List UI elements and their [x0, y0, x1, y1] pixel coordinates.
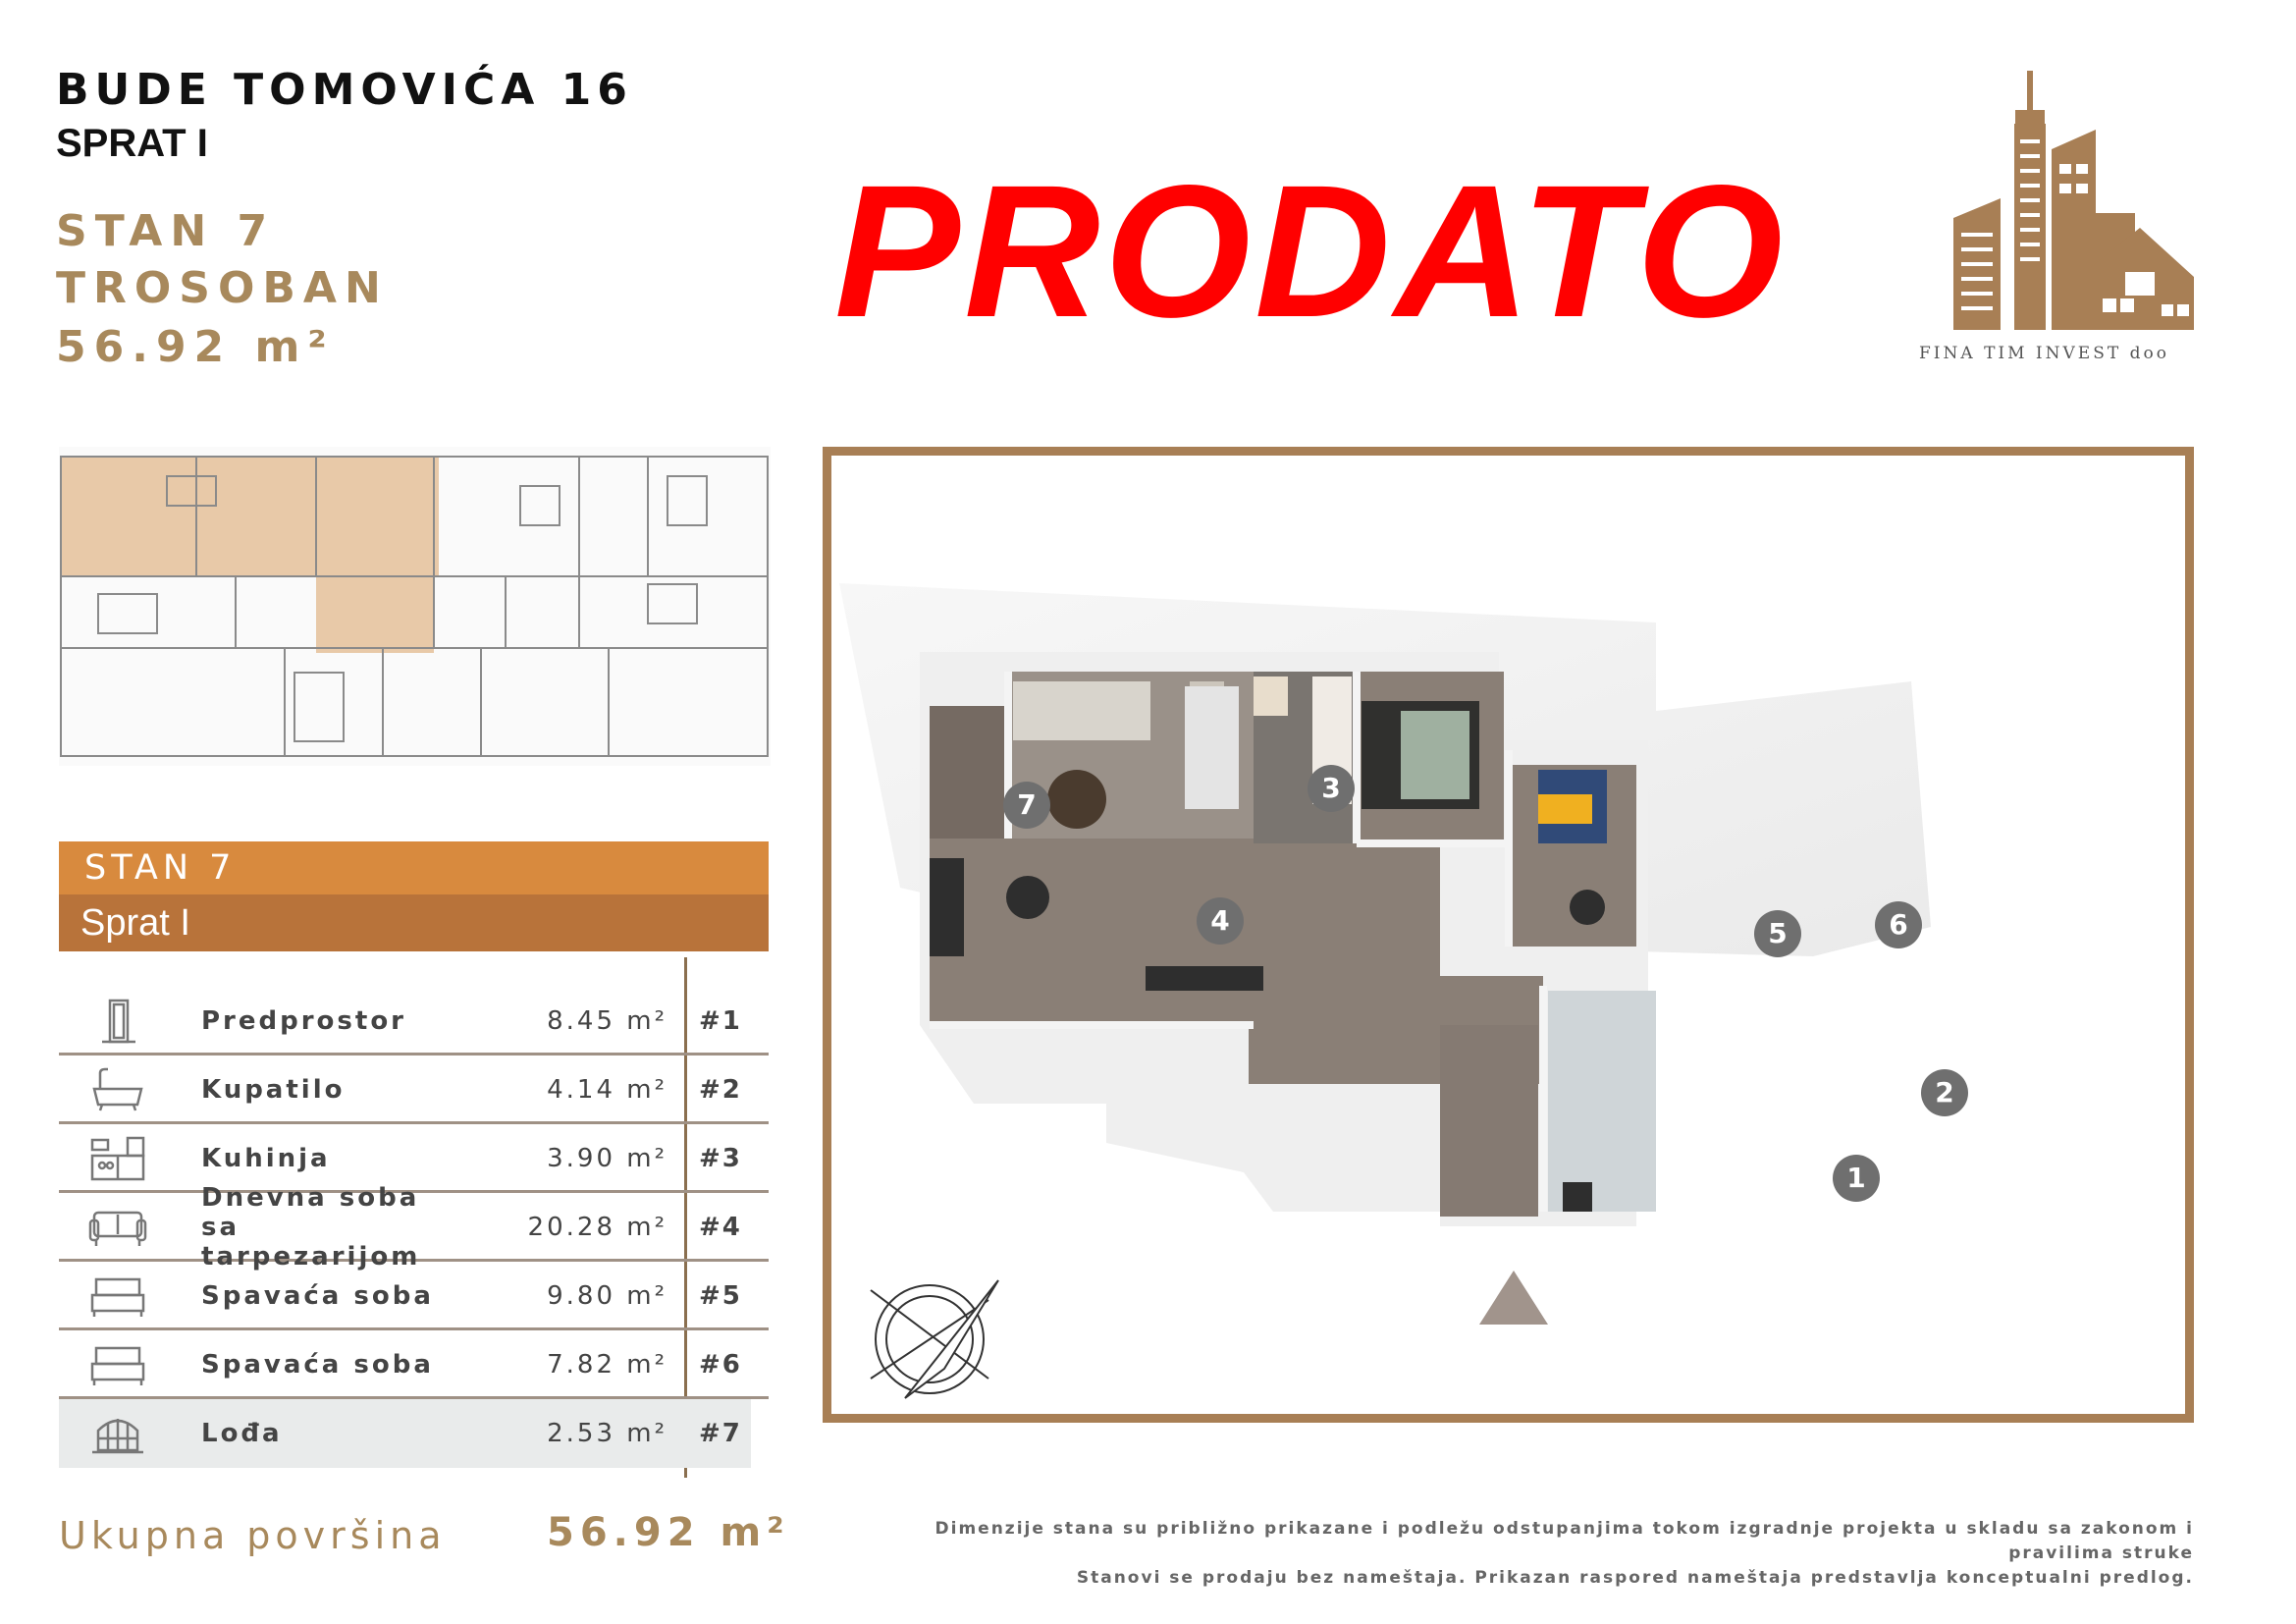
room-badge-1: 1	[1833, 1155, 1880, 1202]
room-badge-3: 3	[1308, 765, 1355, 812]
table-row: Spavaća soba 7.82 m² #6	[59, 1330, 769, 1399]
room-badge-6: 6	[1875, 901, 1922, 948]
table-row: Dnevna soba sa tarpezarijom 20.28 m² #4	[59, 1193, 769, 1262]
table-header-floor: Sprat I	[59, 894, 769, 951]
address-title: BUDE TOMOVIĆA 16	[56, 65, 633, 115]
door-icon	[88, 999, 147, 1044]
total-area-value: 56.92 m²	[547, 1510, 790, 1555]
bathtub-icon	[88, 1067, 147, 1112]
kitchen-icon	[88, 1136, 147, 1181]
balcony-icon	[88, 1411, 147, 1456]
company-logo	[1953, 71, 2209, 336]
room-badge-7: 7	[1003, 782, 1050, 829]
logo-text: FINA TIM INVEST doo	[1919, 344, 2169, 363]
disclaimer-line-2: Stanovi se prodaju bez nameštaja. Prikazan raspored nameštaja predstavlja konceptualni predlog.	[1076, 1568, 2194, 1588]
table-row: Spavaća soba 9.80 m² #5	[59, 1262, 769, 1330]
table-header-unit: STAN 7	[59, 841, 769, 894]
room-badge-2: 2	[1921, 1069, 1968, 1116]
entry-floor	[1440, 1025, 1538, 1217]
building-key-plan	[59, 447, 771, 766]
disclaimer	[864, 1517, 2194, 1591]
total-area-label: Ukupna površina	[59, 1514, 447, 1557]
table-row-highlight: Lođa 2.53 m² #7	[59, 1399, 751, 1468]
compass-icon	[871, 1280, 998, 1398]
floorplan-frame	[823, 447, 2194, 1423]
table-row: Predprostor 8.45 m² #1	[59, 987, 769, 1056]
loggia-floor	[930, 706, 1008, 839]
room-badge-4: 4	[1197, 897, 1244, 945]
unit-area: 56.92 m²	[56, 322, 335, 372]
floorplan-render	[831, 456, 2185, 1414]
bed-icon	[88, 1342, 147, 1387]
entrance-marker-icon	[1479, 1271, 1548, 1325]
disclaimer-line-1: Dimenzije stana su približno prikazane i podležu odstupanjima tokom izgradnje projekta u skladu sa zakonom i pravilima struke	[934, 1519, 2194, 1563]
room-badge-5: 5	[1754, 910, 1801, 957]
sofa-icon	[88, 1205, 147, 1250]
unit-type: TROSOBAN	[56, 263, 389, 313]
unit-label: STAN 7	[56, 206, 276, 256]
table-row: Kupatilo 4.14 m² #2	[59, 1056, 769, 1124]
floor-subtitle: SPRAT I	[56, 122, 208, 165]
bed-icon	[88, 1273, 147, 1319]
bathroom-floor	[1548, 991, 1656, 1212]
sold-stamp: PRODATO	[834, 145, 1788, 356]
table-row: Kuhinja 3.90 m² #3	[59, 1124, 769, 1193]
